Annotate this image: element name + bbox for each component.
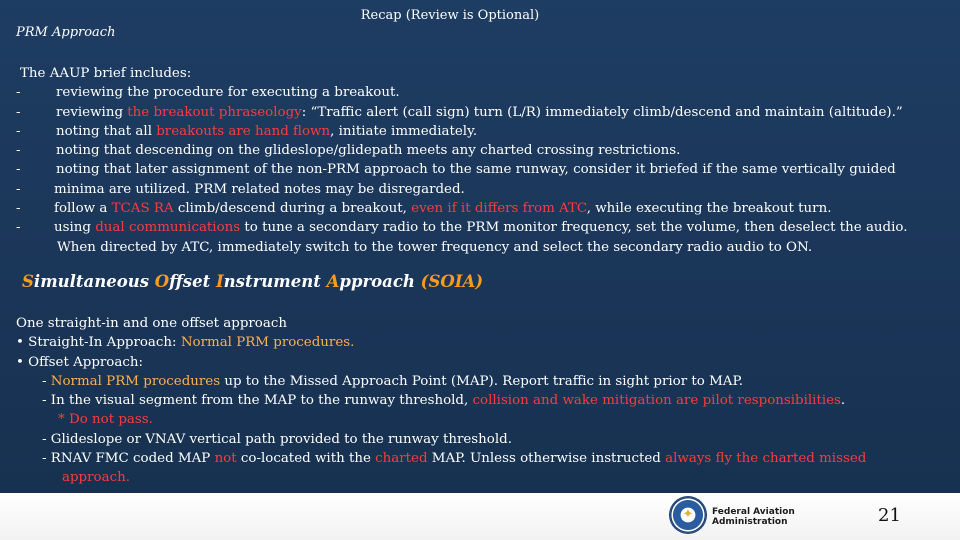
faa-seal-icon: ✦ [670, 497, 706, 533]
text-run: - [42, 373, 51, 389]
text-run: - In the visual segment from the MAP to the runway threshold, [42, 393, 473, 409]
text-run: - RNAV FMC coded MAP [42, 451, 215, 467]
highlight-text: Normal PRM procedures [50, 373, 221, 389]
brief-item-text [54, 218, 907, 237]
page-number: 21 [878, 505, 901, 526]
text-run: noting that all [56, 123, 157, 139]
soia-line [16, 430, 866, 449]
dash-bullet: - [16, 201, 21, 217]
highlight-text: even if it differs from ATC [411, 201, 587, 217]
highlight-text: * Do not pass. [58, 412, 153, 428]
soia-title [22, 272, 483, 291]
brief-item-text [54, 199, 831, 218]
dash-bullet: - [16, 85, 21, 101]
slide-header: Recap (Review is Optional) [360, 8, 540, 23]
dash-bullet: - [16, 123, 21, 139]
highlight-text: breakouts are hand flown [156, 123, 331, 139]
title-text: nstrument [223, 272, 327, 291]
text-run: . [840, 393, 846, 409]
title-capital: O [154, 272, 170, 291]
highlight-text: Normal PRM procedures. [180, 335, 355, 351]
highlight-text: the breakout phraseology [127, 104, 302, 120]
highlight-text: not [214, 451, 237, 467]
text-run: up to the Missed Approach Point (MAP). Report traffic in sight prior to MAP. [220, 373, 743, 389]
text-run: to tune a secondary radio to the PRM monitor frequency, set the volume, then deselect the audio. [240, 220, 908, 236]
text-run: minima are utilized. PRM related notes may be disregarded. [54, 181, 465, 197]
faa-wordmark-line1: Federal Aviation [712, 507, 795, 517]
title-text: imultaneous [33, 272, 155, 291]
brief-item-text [56, 83, 400, 102]
text-run: : “Traffic alert (call sign) turn (L/R) immediately climb/descend and maintain (altitude).” [301, 104, 903, 120]
title-capital: A [326, 272, 340, 291]
faa-wordmark-line2: Administration [712, 517, 788, 527]
section-label: PRM Approach [16, 25, 116, 40]
text-run: reviewing [56, 104, 128, 120]
text-run: , while executing the breakout turn. [586, 201, 832, 217]
soia-line [16, 333, 866, 352]
highlight-text: always fly the charted missed [665, 451, 867, 467]
text-run: noting that descending on the glideslope/glidepath meets any charted crossing restrictions. [56, 143, 681, 159]
dash-bullet: - [16, 104, 21, 120]
brief-intro: The AAUP brief includes: [20, 66, 192, 81]
soia-line [16, 353, 866, 372]
text-run: using [54, 220, 96, 236]
footer-bar [0, 493, 960, 540]
highlight-text: TCAS RA [111, 201, 174, 217]
text-run: follow a [54, 201, 112, 217]
brief-item-text [56, 103, 903, 122]
highlight-text: dual communications [95, 220, 241, 236]
brief-item-text [56, 160, 896, 179]
text-run: MAP. Unless otherwise instructed [427, 451, 666, 467]
title-text: ffset [169, 272, 216, 291]
text-run: reviewing the procedure for executing a breakout. [56, 85, 400, 101]
dash-bullet: - [16, 220, 21, 236]
text-run: , initiate immediately. [330, 123, 478, 139]
soia-line [16, 410, 866, 429]
dash-bullet: - [16, 162, 21, 178]
text-run: • Offset Approach: [16, 354, 143, 370]
faa-wordmark [712, 507, 795, 527]
highlight-text: approach. [62, 470, 130, 486]
text-run: climb/descend during a breakout, [173, 201, 412, 217]
soia-line [16, 391, 866, 410]
text-run: co-located with the [236, 451, 376, 467]
soia-line [16, 314, 866, 333]
brief-item-text [54, 180, 465, 199]
title-capital: (SOIA) [420, 272, 484, 291]
brief-item-text [56, 122, 477, 141]
text-run: • Straight-In Approach: [16, 335, 181, 351]
brief-item-text [56, 141, 680, 160]
brief-tail: When directed by ATC, immediately switch to the tower frequency and select the secondary radio audio to ON. [57, 239, 813, 255]
text-run: noting that later assignment of the non-PRM approach to the same runway, consider it briefed if the same vertically guided [56, 162, 896, 178]
title-text: pproach [339, 272, 421, 291]
dash-bullet: - [16, 143, 21, 159]
title-capital: I [215, 272, 224, 291]
soia-body [16, 314, 866, 488]
text-run: One straight-in and one offset approach [16, 316, 287, 331]
title-capital: S [22, 272, 34, 291]
text-run: - Glideslope or VNAV vertical path provided to the runway threshold. [42, 431, 512, 447]
highlight-text: collision and wake mitigation are pilot responsibilities [472, 393, 841, 409]
soia-line [16, 468, 866, 487]
soia-line [16, 449, 866, 468]
soia-line [16, 372, 866, 391]
dash-bullet: - [16, 181, 21, 197]
highlight-text: charted [375, 451, 428, 467]
